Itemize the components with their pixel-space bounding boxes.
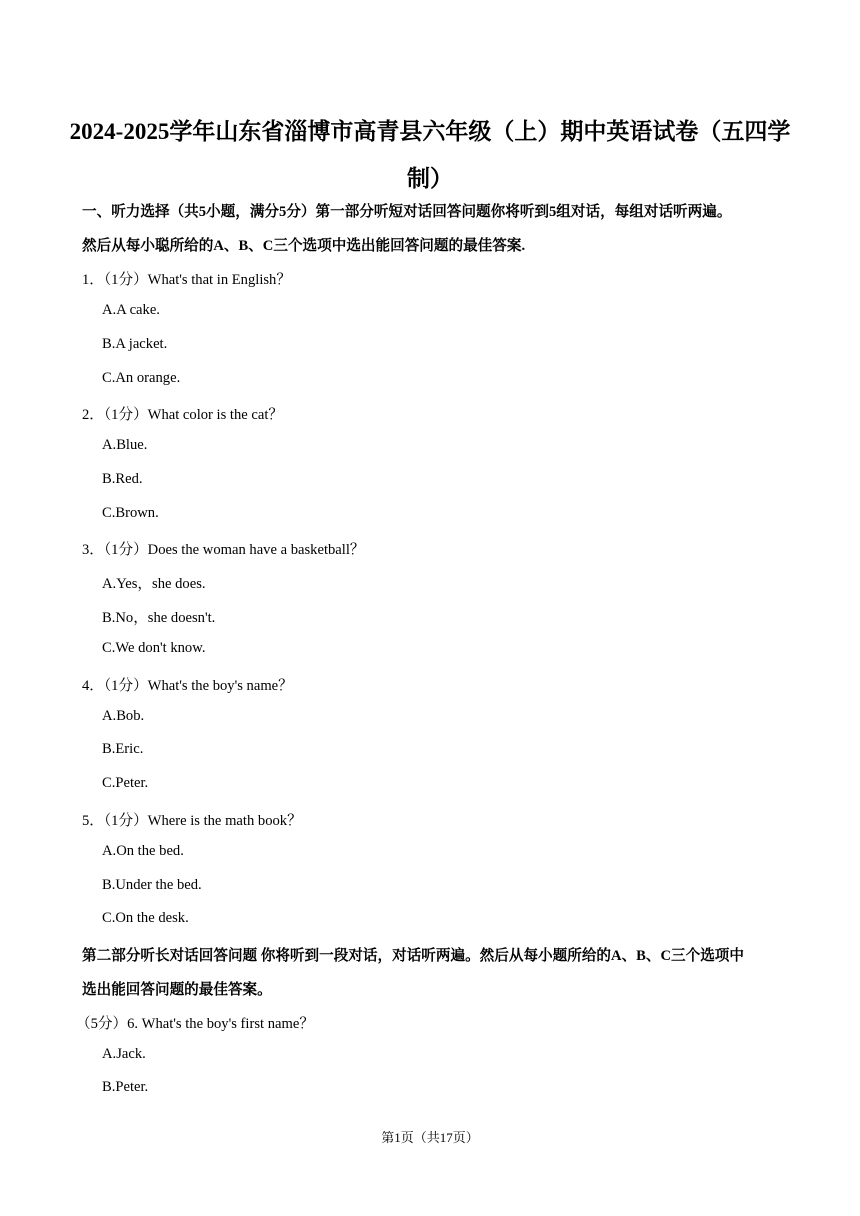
question-3-option-c: C.We don't know.: [102, 640, 206, 656]
question-5-stem: 5．（1分）Where is the math book？: [82, 813, 302, 829]
question-5-option-b: B.Under the bed.: [102, 877, 202, 893]
question-6-option-b: B.Peter.: [102, 1079, 149, 1095]
question-3-option-a: A.Yes，she does.: [102, 576, 206, 592]
question-2-option-b: B.Red.: [102, 471, 143, 487]
question-6-stem: （5分）6. What's the boy's first name？: [76, 1016, 314, 1032]
question-2-stem: 2．（1分）What color is the cat？: [82, 407, 284, 423]
exam-title: [60, 108, 800, 202]
question-3-option-b: B.No，she doesn't.: [102, 610, 216, 626]
question-6-option-a: A.Jack.: [102, 1046, 146, 1062]
question-1-option-b: B.A jacket.: [102, 336, 168, 352]
question-5-option-c: C.On the desk.: [102, 910, 189, 926]
question-5-option-a: A.On the bed.: [102, 843, 184, 859]
question-2-option-c: C.Brown.: [102, 505, 159, 521]
section2-instruction-line2: 选出能回答问题的最佳答案。: [82, 982, 272, 998]
question-4-stem: 4．（1分）What's the boy's name？: [82, 678, 293, 694]
title-line-2: 制）: [407, 166, 453, 191]
section2-instruction-line1: 第二部分听长对话回答问题 你将听到一段对话，对话听两遍。然后从每小题所给的A、B、C三个选项中: [82, 948, 744, 964]
question-2-option-a: A.Blue.: [102, 437, 148, 453]
question-1-option-a: A.A cake.: [102, 302, 160, 318]
page-footer: 第1页（共17页）: [381, 1130, 479, 1145]
question-1-stem: 1．（1分）What's that in English？: [82, 272, 291, 288]
question-1-option-c: C.An orange.: [102, 370, 181, 386]
title-line-1: 2024-2025学年山东省淄博市高青县六年级（上）期中英语试卷（五四学: [69, 119, 791, 144]
section1-instruction-line2: 然后从每小聪所给的A、B、C三个选项中选出能回答问题的最佳答案.: [82, 238, 526, 254]
question-4-option-b: B.Eric.: [102, 741, 144, 757]
section1-instruction-line1: 一、听力选择（共5小题，满分5分）第一部分听短对话回答问题你将听到5组对话，每组对话听两遍。: [82, 204, 732, 220]
question-3-stem: 3．（1分）Does the woman have a basketball？: [82, 542, 365, 558]
question-4-option-a: A.Bob.: [102, 708, 145, 724]
question-4-option-c: C.Peter.: [102, 775, 149, 791]
